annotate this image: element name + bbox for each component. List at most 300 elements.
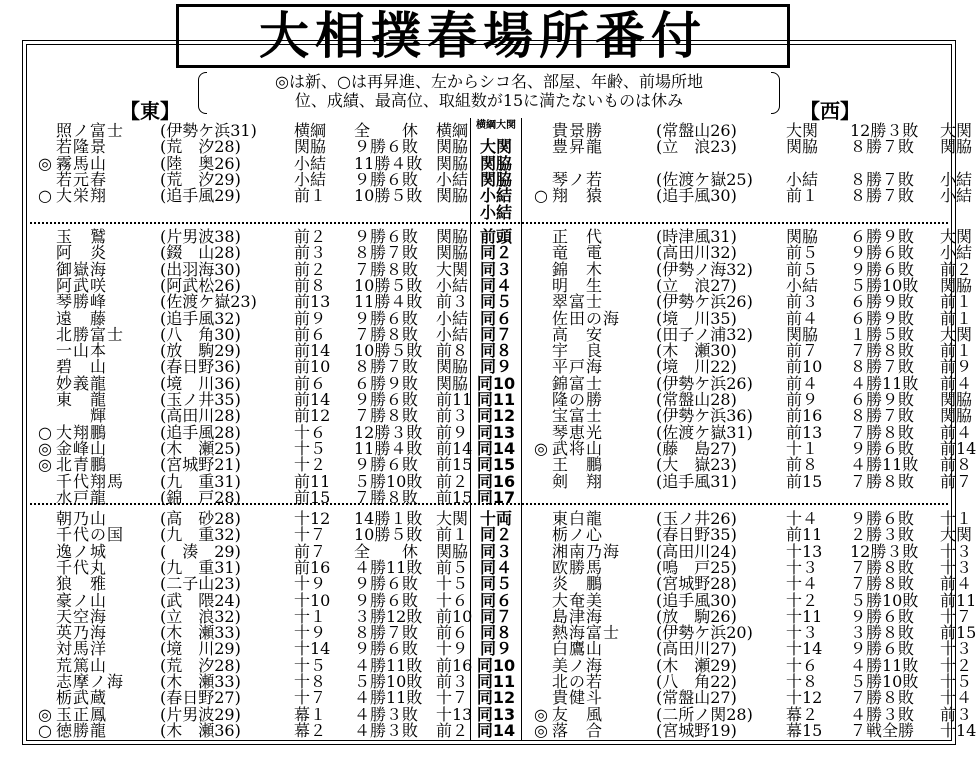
rikishi-rec: 14勝１敗: [354, 509, 423, 528]
rikishi-high: 関脇: [436, 154, 469, 173]
rikishi-name: 美ノ海: [552, 656, 604, 675]
rikishi-rec: ９勝６敗: [354, 574, 419, 593]
rikishi-rec: 11勝４敗: [354, 439, 423, 458]
rikishi-name: 友 風: [552, 705, 604, 724]
rikishi-prev: 十５: [294, 656, 327, 675]
rikishi-high: 十１: [940, 509, 973, 528]
rikishi-high: 関脇: [436, 227, 469, 246]
rikishi-high: 小結: [436, 325, 469, 344]
rank-cell: 同15: [476, 455, 516, 474]
rikishi-high: 十７: [436, 688, 469, 707]
rikishi-rec: 10勝５敗: [354, 276, 423, 295]
rikishi-prev: 十４: [786, 509, 819, 528]
rikishi-high: 関脇: [436, 374, 469, 393]
rank-cell: 同13: [476, 705, 516, 724]
rikishi-heya: (荒 汐28): [160, 656, 241, 675]
rikishi-high: 前14: [940, 439, 977, 458]
rikishi-rec: ４勝３敗: [354, 721, 419, 740]
rikishi-name: 天空海: [56, 607, 108, 626]
rikishi-name: 阿武咲: [56, 276, 108, 295]
rikishi-name: 錦 木: [552, 260, 604, 279]
rank-cell: 同９: [479, 357, 512, 376]
rikishi-name: 若元春: [56, 170, 108, 189]
rikishi-rec: 全 休: [354, 542, 419, 561]
rikishi-heya: (佐渡ケ嶽31): [656, 423, 753, 442]
rikishi-prev: 十12: [294, 509, 331, 528]
rank-cell: 小結: [479, 203, 512, 222]
rikishi-rec: 12勝３敗: [850, 121, 919, 140]
rikishi-prev: 十13: [786, 542, 823, 561]
rikishi-rec: ９勝６敗: [850, 639, 915, 658]
rikishi-prev: 前４: [786, 374, 819, 393]
rank-cell: 同３: [479, 260, 512, 279]
rikishi-name: 湘南乃海: [552, 542, 621, 561]
rikishi-rec: ９勝６敗: [354, 455, 419, 474]
rikishi-heya: (玉ノ井26): [656, 509, 737, 528]
rikishi-heya: (境 川35): [656, 309, 737, 328]
rikishi-heya: (佐渡ケ嶽23): [160, 292, 257, 311]
rikishi-heya: (放 駒29): [160, 341, 241, 360]
rikishi-rec: １勝５敗: [850, 325, 915, 344]
rikishi-heya: (木 瀬29): [656, 656, 737, 675]
rikishi-heya: (宮城野21): [160, 455, 241, 474]
rank-cell: 同５: [479, 292, 512, 311]
rikishi-heya: (九 重31): [160, 558, 241, 577]
rikishi-heya: (陸 奥26): [160, 154, 241, 173]
rikishi-high: 関脇: [940, 390, 973, 409]
rank-cell: 同14: [476, 439, 516, 458]
rikishi-prev: 前16: [786, 406, 823, 425]
rikishi-heya: (高田川28): [160, 406, 241, 425]
rikishi-high: 前１: [940, 309, 973, 328]
rikishi-high: 関脇: [436, 243, 469, 262]
rikishi-heya: (立 浪27): [656, 276, 737, 295]
rikishi-high: 小結: [436, 170, 469, 189]
rikishi-name: 平戸海: [552, 357, 604, 376]
rikishi-heya: (時津風31): [656, 227, 737, 246]
rikishi-heya: (木 瀬30): [656, 341, 737, 360]
rikishi-name: 高 安: [552, 325, 604, 344]
rikishi-name: 剣 翔: [552, 472, 604, 491]
rank-cell: 同16: [476, 472, 516, 491]
rank-cell: 関脇: [479, 154, 512, 173]
rikishi-high: 十３: [940, 542, 973, 561]
rank-cell: 同10: [476, 656, 516, 675]
rank-cell: 同８: [479, 623, 512, 642]
rikishi-high: 十９: [436, 639, 469, 658]
rank-cell: 同９: [479, 639, 512, 658]
rikishi-high: 小結: [940, 243, 973, 262]
rikishi-high: 前２: [436, 472, 469, 491]
rikishi-name: 霧馬山: [56, 154, 108, 173]
rikishi-high: 十２: [940, 656, 973, 675]
rank-cell: 十両: [479, 509, 512, 528]
rikishi-rec: 12勝３敗: [850, 542, 919, 561]
rikishi-high: 大関: [940, 227, 973, 246]
rikishi-heya: (阿武松26): [160, 276, 241, 295]
rikishi-name: 錦富士: [552, 374, 604, 393]
rikishi-rec: ５勝10敗: [354, 672, 423, 691]
rikishi-heya: (田子ノ浦32): [656, 325, 753, 344]
rikishi-heya: (伊勢ケ浜26): [656, 374, 753, 393]
west-rikishi-row: [532, 720, 977, 742]
rikishi-rec: ４勝11敗: [850, 656, 919, 675]
rikishi-prev: 十９: [294, 623, 327, 642]
rikishi-name: 翔 猿: [552, 186, 604, 205]
rikishi-high: 前２: [940, 260, 973, 279]
rikishi-high: 十７: [940, 607, 973, 626]
rikishi-rec: ８勝７敗: [354, 243, 419, 262]
rikishi-heya: (高 砂28): [160, 509, 241, 528]
rikishi-high: 大関: [436, 509, 469, 528]
rikishi-high: 前４: [940, 574, 973, 593]
rikishi-mark: ○: [534, 186, 548, 205]
rikishi-prev: 関脇: [786, 227, 819, 246]
rikishi-prev: 前12: [294, 406, 331, 425]
legend: [198, 72, 780, 112]
rikishi-prev: 幕２: [294, 721, 327, 740]
rikishi-prev: 十３: [786, 623, 819, 642]
rikishi-high: 前10: [436, 607, 473, 626]
rikishi-rec: ６勝９敗: [354, 374, 419, 393]
rikishi-name: 徳勝龍: [56, 721, 108, 740]
rikishi-heya: (常盤山28): [656, 390, 737, 409]
rikishi-prev: 十１: [294, 607, 327, 626]
rikishi-rec: ３勝12敗: [354, 607, 423, 626]
rikishi-high: 十14: [940, 721, 977, 740]
rikishi-rec: 10勝５敗: [354, 525, 423, 544]
rank-cell: 同11: [476, 390, 516, 409]
rikishi-name: 千代翔馬: [56, 472, 125, 491]
rikishi-name: 熱海富士: [552, 623, 621, 642]
rikishi-rec: ２勝３敗: [850, 525, 915, 544]
rikishi-mark: ◎: [38, 455, 52, 474]
rikishi-name: 豪ノ山: [56, 591, 108, 610]
rank-cell: 大関: [479, 137, 512, 156]
rikishi-prev: 前５: [786, 243, 819, 262]
rikishi-heya: (木 瀬36): [160, 721, 241, 740]
rikishi-prev: 前４: [786, 309, 819, 328]
west-rikishi-row: [532, 136, 972, 158]
rank-cell: 関脇: [479, 170, 512, 189]
rikishi-mark: ◎: [534, 439, 548, 458]
rikishi-name: 翠富士: [552, 292, 604, 311]
rikishi-name: 妙義龍: [56, 374, 108, 393]
rikishi-rec: ４勝11敗: [850, 374, 919, 393]
rikishi-rec: 全 休: [354, 121, 419, 140]
rikishi-heya: (伊勢ケ浜20): [656, 623, 753, 642]
rikishi-heya: (宮城野19): [656, 721, 737, 740]
rikishi-prev: 十12: [786, 688, 823, 707]
rikishi-name: 輝: [56, 406, 108, 425]
rikishi-heya: (境 川29): [160, 639, 241, 658]
rank-cell: 小結: [479, 186, 512, 205]
rikishi-name: 大奄美: [552, 591, 604, 610]
rikishi-prev: 前７: [294, 542, 327, 561]
rikishi-prev: 幕２: [786, 705, 819, 724]
west-label: 【西】: [800, 99, 860, 123]
rank-cell: 同11: [476, 672, 516, 691]
rikishi-prev: 前８: [786, 455, 819, 474]
rikishi-name: 東白龍: [552, 509, 604, 528]
rikishi-name: 北の若: [552, 672, 604, 691]
rikishi-prev: 十14: [294, 639, 331, 658]
rank-cell: 同５: [479, 574, 512, 593]
rikishi-high: 前３: [436, 406, 469, 425]
rikishi-heya: (境 川36): [160, 374, 241, 393]
rikishi-prev: 十４: [786, 574, 819, 593]
rikishi-name: 遠 藤: [56, 309, 108, 328]
rikishi-prev: 前11: [786, 525, 823, 544]
rank-cell: 同12: [476, 688, 516, 707]
rikishi-name: 対馬洋: [56, 639, 108, 658]
rikishi-heya: (追手風29): [160, 186, 241, 205]
rikishi-prev: 十９: [294, 574, 327, 593]
rikishi-name: 島津海: [552, 607, 604, 626]
rikishi-heya: (木 瀬33): [160, 623, 241, 642]
rikishi-name: 玉正鳳: [56, 705, 108, 724]
rikishi-high: 関脇: [940, 276, 973, 295]
rikishi-high: 大関: [940, 525, 973, 544]
rikishi-prev: 前10: [294, 357, 331, 376]
rikishi-rec: ８勝７敗: [354, 623, 419, 642]
rank-cell: 同２: [479, 525, 512, 544]
rikishi-heya: (片男波38): [160, 227, 241, 246]
rikishi-high: 大関: [940, 121, 973, 140]
rikishi-name: 貴健斗: [552, 688, 604, 707]
rikishi-name: 竜 電: [552, 243, 604, 262]
rikishi-high: 関脇: [940, 406, 973, 425]
rikishi-heya: (錣 山28): [160, 243, 241, 262]
rikishi-high: 十５: [940, 672, 973, 691]
rikishi-name: 一山本: [56, 341, 108, 360]
rikishi-high: 前８: [940, 455, 973, 474]
rikishi-heya: (武 隈24): [160, 591, 241, 610]
rikishi-heya: (春日野35): [656, 525, 737, 544]
rikishi-prev: 前９: [786, 390, 819, 409]
rikishi-prev: 前15: [786, 472, 823, 491]
rikishi-heya: (伊勢ケ浜31): [160, 121, 257, 140]
legend-line-2: 位、成績、最高位、取組数が15に満たないものは休み: [294, 91, 684, 110]
rikishi-heya: (木 瀬25): [160, 439, 241, 458]
rikishi-rec: 10勝５敗: [354, 186, 423, 205]
rank-cell: 前頭: [479, 227, 512, 246]
rikishi-high: 十６: [436, 591, 469, 610]
rikishi-prev: 十７: [294, 688, 327, 707]
rikishi-rec: ６勝９敗: [850, 390, 915, 409]
rikishi-prev: 十８: [786, 672, 819, 691]
rikishi-mark: ◎: [38, 154, 52, 173]
rikishi-high: 前８: [436, 341, 469, 360]
rank-cell: 同10: [476, 374, 516, 393]
rikishi-rec: ７勝８敗: [354, 325, 419, 344]
rikishi-prev: 関脇: [786, 137, 819, 156]
rikishi-rec: ６勝９敗: [850, 292, 915, 311]
rikishi-prev: 前10: [786, 357, 823, 376]
rikishi-name: 琴恵光: [552, 423, 604, 442]
rikishi-heya: (大 嶽23): [656, 455, 737, 474]
rikishi-prev: 前13: [294, 292, 331, 311]
rikishi-rec: ８勝７敗: [850, 170, 915, 189]
rikishi-rec: ９勝６敗: [850, 260, 915, 279]
rikishi-high: 前２: [436, 721, 469, 740]
rikishi-name: 若隆景: [56, 137, 108, 156]
rikishi-heya: (高田川27): [656, 639, 737, 658]
rikishi-name: 大翔鵬: [56, 423, 108, 442]
rikishi-heya: (八 角30): [160, 325, 241, 344]
rikishi-name: 碧 山: [56, 357, 108, 376]
rikishi-rec: ９勝６敗: [850, 243, 915, 262]
rikishi-high: 前９: [940, 357, 973, 376]
rikishi-rec: ７勝８敗: [850, 574, 915, 593]
rikishi-rec: ６勝９敗: [850, 309, 915, 328]
rikishi-high: 大関: [940, 325, 973, 344]
rikishi-high: 横綱: [436, 121, 469, 140]
rikishi-high: 十３: [940, 639, 973, 658]
rikishi-heya: (立 浪32): [160, 607, 241, 626]
rikishi-rec: ９勝６敗: [850, 509, 915, 528]
rikishi-name: 明 生: [552, 276, 604, 295]
rikishi-heya: (高田川24): [656, 542, 737, 561]
rikishi-mark: ○: [38, 423, 52, 442]
rikishi-heya: (追手風31): [656, 472, 737, 491]
rikishi-high: 関脇: [436, 542, 469, 561]
rikishi-rec: ５勝10敗: [354, 472, 423, 491]
rikishi-rec: ９勝６敗: [850, 439, 915, 458]
rikishi-name: 佐田の海: [552, 309, 621, 328]
rikishi-name: 宇 良: [552, 341, 604, 360]
rikishi-prev: 前２: [294, 227, 327, 246]
legend-bracket-right: [771, 72, 780, 114]
rikishi-heya: (伊勢ケ浜26): [656, 292, 753, 311]
rikishi-prev: 十10: [294, 591, 331, 610]
rikishi-name: 栃ノ心: [552, 525, 604, 544]
legend-bracket-left: [198, 72, 207, 114]
rikishi-name: 水戸龍: [56, 488, 108, 507]
rikishi-heya: (追手風30): [656, 591, 737, 610]
rikishi-high: 前９: [436, 423, 469, 442]
rank-cell: 同６: [479, 309, 512, 328]
rank-cell: 同17: [476, 488, 516, 507]
rikishi-rec: ５勝10敗: [850, 276, 919, 295]
rikishi-high: 前７: [940, 472, 973, 491]
rikishi-name: 荒篤山: [56, 656, 108, 675]
rikishi-rec: ８勝７敗: [354, 357, 419, 376]
rank-cell: 同２: [479, 243, 512, 262]
rikishi-heya: (境 川22): [656, 357, 737, 376]
rikishi-rec: ９勝６敗: [354, 170, 419, 189]
rikishi-rec: 12勝３敗: [354, 423, 423, 442]
rikishi-heya: (木 瀬33): [160, 672, 241, 691]
rikishi-high: 関脇: [436, 137, 469, 156]
rikishi-high: 前３: [436, 672, 469, 691]
rikishi-name: 玉 鷲: [56, 227, 108, 246]
rikishi-name: 栃武蔵: [56, 688, 108, 707]
rikishi-rec: ８勝７敗: [850, 186, 915, 205]
rikishi-prev: 関脇: [786, 325, 819, 344]
rikishi-heya: (鳴 戸25): [656, 558, 737, 577]
rikishi-high: 前６: [436, 623, 469, 642]
rikishi-rec: ８勝７敗: [850, 357, 915, 376]
rikishi-name: 照ノ富士: [56, 121, 125, 140]
rikishi-heya: (追手風32): [160, 309, 241, 328]
rikishi-heya: (八 角22): [656, 672, 737, 691]
rikishi-prev: 前11: [294, 472, 331, 491]
rikishi-mark: ◎: [38, 705, 52, 724]
rikishi-name: 阿 炎: [56, 243, 108, 262]
rank-cell: 同７: [479, 325, 512, 344]
rikishi-high: 前16: [436, 656, 473, 675]
rikishi-prev: 前２: [294, 260, 327, 279]
rikishi-name: 武将山: [552, 439, 604, 458]
rikishi-heya: (追手風30): [656, 186, 737, 205]
rikishi-high: 十３: [940, 558, 973, 577]
rikishi-high: 小結: [940, 170, 973, 189]
rikishi-high: 前14: [436, 439, 473, 458]
rikishi-high: 前15: [940, 623, 977, 642]
rikishi-high: 小結: [436, 276, 469, 295]
rikishi-rec: ９勝６敗: [354, 227, 419, 246]
rikishi-heya: (伊勢ケ浜36): [656, 406, 753, 425]
rikishi-rec: ８勝７敗: [850, 406, 915, 425]
rikishi-mark: ◎: [534, 721, 548, 740]
rikishi-prev: 横綱: [294, 121, 327, 140]
rikishi-mark: ◎: [38, 439, 52, 458]
rikishi-prev: 前３: [294, 243, 327, 262]
rikishi-high: 前11: [940, 591, 977, 610]
rikishi-rec: ７勝８敗: [850, 558, 915, 577]
rikishi-prev: 前５: [786, 260, 819, 279]
rikishi-prev: 前14: [294, 390, 331, 409]
rikishi-heya: (出羽海30): [160, 260, 241, 279]
rikishi-high: 前１: [940, 341, 973, 360]
rikishi-prev: 幕15: [786, 721, 823, 740]
rikishi-high: 小結: [436, 309, 469, 328]
rikishi-prev: 十５: [294, 439, 327, 458]
rikishi-prev: 小結: [294, 170, 327, 189]
rikishi-prev: 十３: [786, 558, 819, 577]
rikishi-name: 朝乃山: [56, 509, 108, 528]
rikishi-heya: ( 湊 29): [160, 542, 241, 561]
rikishi-prev: 十６: [786, 656, 819, 675]
rikishi-heya: (九 重32): [160, 525, 241, 544]
rikishi-high: 前４: [940, 374, 973, 393]
rikishi-high: 前３: [940, 705, 973, 724]
rank-cell: 同14: [476, 721, 516, 740]
rikishi-rec: ７勝８敗: [850, 688, 915, 707]
rikishi-high: 前15: [436, 455, 473, 474]
rank-cell: 同７: [479, 607, 512, 626]
rikishi-heya: (追手風28): [160, 423, 241, 442]
east-label: 【東】: [120, 99, 180, 123]
rikishi-mark: ○: [38, 721, 52, 740]
rikishi-rec: ７勝８敗: [850, 472, 915, 491]
rikishi-rec: ７勝８敗: [354, 260, 419, 279]
rikishi-high: 前15: [436, 488, 473, 507]
rikishi-prev: 前９: [294, 309, 327, 328]
rikishi-rec: ４勝11敗: [354, 558, 423, 577]
rikishi-heya: (荒 汐28): [160, 137, 241, 156]
rikishi-high: 大関: [436, 260, 469, 279]
rikishi-rec: ９勝６敗: [354, 591, 419, 610]
rikishi-name: 琴ノ若: [552, 170, 604, 189]
rank-cell: 同13: [476, 423, 516, 442]
rank-cell: 同４: [479, 558, 512, 577]
rikishi-name: 宝富士: [552, 406, 604, 425]
rikishi-rec: ９勝６敗: [850, 607, 915, 626]
rikishi-name: 志摩ノ海: [56, 672, 125, 691]
rikishi-prev: 前13: [786, 423, 823, 442]
